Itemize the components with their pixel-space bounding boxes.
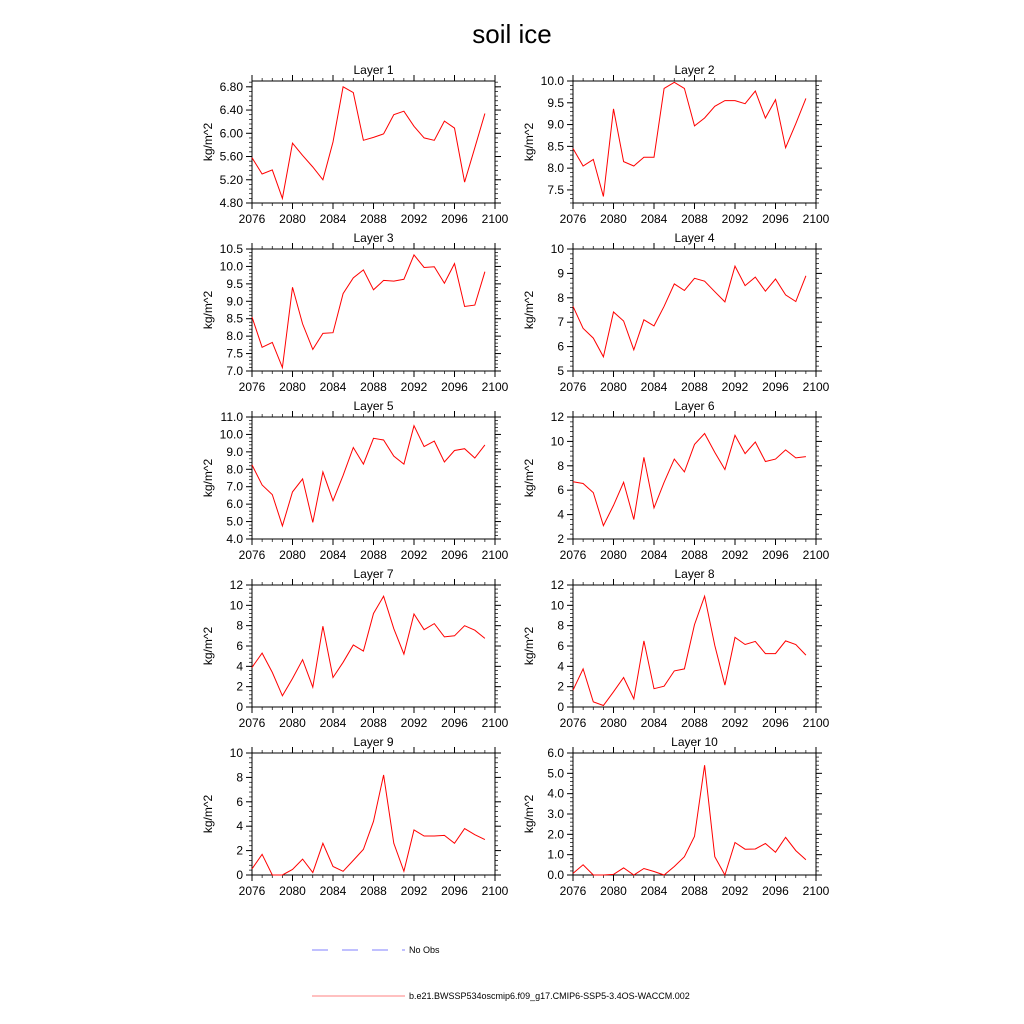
series-line-layer-9	[252, 775, 485, 875]
y-axis-label: kg/m^2	[201, 290, 215, 330]
x-tick-label: 2084	[640, 884, 668, 898]
panel-title: Layer 10	[671, 735, 718, 749]
y-tick-label: 2	[236, 679, 243, 694]
y-axis-label: kg/m^2	[522, 626, 536, 666]
y-tick-label: 6	[236, 639, 243, 653]
panel-layer-9	[201, 735, 509, 898]
panel-layer-4	[522, 231, 830, 394]
x-tick-label: 2080	[600, 884, 627, 898]
series-line-layer-7	[252, 596, 485, 696]
x-tick-label: 2080	[279, 716, 306, 730]
x-tick-label: 2100	[481, 380, 509, 394]
y-tick-label: 6	[557, 483, 564, 498]
series-line-layer-6	[573, 434, 806, 526]
y-tick-label: 4.0	[226, 532, 243, 546]
y-tick-label: 3.0	[547, 807, 564, 821]
y-tick-label: 5.0	[226, 514, 243, 529]
y-tick-label: 2.0	[547, 827, 564, 842]
series-line-layer-1	[252, 87, 485, 199]
x-tick-label: 2088	[360, 716, 387, 730]
x-tick-label: 2092	[721, 716, 749, 730]
y-tick-label: 5.0	[547, 766, 564, 781]
y-tick-label: 10.0	[219, 259, 243, 274]
x-tick-label: 2100	[481, 548, 509, 562]
y-tick-label: 4	[557, 507, 564, 522]
x-tick-label: 2092	[721, 884, 749, 898]
y-tick-label: 4	[557, 659, 564, 674]
plot-frame	[252, 753, 495, 875]
x-tick-label: 2084	[640, 380, 668, 394]
x-tick-label: 2100	[481, 716, 509, 730]
x-tick-label: 2080	[279, 548, 306, 562]
y-tick-label: 12	[550, 578, 564, 592]
x-tick-label: 2092	[400, 212, 428, 226]
y-tick-label: 10	[550, 434, 564, 449]
y-tick-label: 2	[236, 843, 243, 858]
x-tick-label: 2080	[600, 212, 627, 226]
x-tick-label: 2088	[360, 884, 387, 898]
panel-layer-5	[201, 399, 509, 562]
x-tick-label: 2100	[481, 212, 509, 226]
y-tick-label: 0	[236, 868, 243, 882]
y-tick-label: 8.5	[226, 311, 243, 326]
y-axis-label: kg/m^2	[522, 122, 536, 162]
y-tick-label: 6.80	[219, 79, 243, 94]
y-tick-label: 8	[557, 290, 564, 305]
plot-frame	[252, 585, 495, 707]
y-tick-label: 11.0	[220, 410, 243, 424]
series-line-layer-2	[573, 82, 806, 196]
panel-layer-1	[201, 63, 509, 226]
series-line-layer-4	[573, 266, 806, 357]
plot-frame	[252, 249, 495, 371]
y-axis-label: kg/m^2	[201, 794, 215, 834]
y-tick-label: 10.0	[219, 427, 243, 442]
y-axis-label: kg/m^2	[522, 794, 536, 834]
x-tick-label: 2092	[721, 212, 749, 226]
panel-layer-10	[522, 735, 830, 898]
x-tick-label: 2076	[559, 380, 587, 394]
y-tick-label: 7.0	[226, 364, 243, 378]
y-tick-label: 1.0	[547, 847, 564, 862]
y-tick-label: 7.5	[547, 182, 564, 197]
x-tick-label: 2080	[279, 380, 306, 394]
y-tick-label: 0	[236, 700, 243, 714]
panel-title: Layer 1	[353, 63, 394, 77]
panel-title: Layer 2	[674, 63, 715, 77]
x-tick-label: 2096	[441, 716, 468, 730]
y-tick-label: 10	[550, 242, 564, 256]
x-tick-label: 2076	[559, 716, 587, 730]
x-tick-label: 2100	[802, 380, 830, 394]
panel-title: Layer 3	[353, 231, 394, 245]
x-tick-label: 2092	[721, 548, 749, 562]
x-tick-label: 2088	[681, 548, 708, 562]
panel-title: Layer 6	[674, 399, 715, 413]
x-tick-label: 2096	[762, 380, 789, 394]
y-tick-label: 5.20	[219, 172, 243, 187]
x-tick-label: 2076	[559, 884, 587, 898]
plot-frame	[573, 417, 816, 539]
y-tick-label: 6.0	[226, 497, 243, 512]
x-tick-label: 2100	[802, 212, 830, 226]
y-tick-label: 12	[550, 410, 564, 424]
y-tick-label: 9	[557, 266, 564, 281]
y-axis-label: kg/m^2	[201, 458, 215, 498]
x-tick-label: 2088	[681, 716, 708, 730]
panel-layer-2	[522, 63, 830, 226]
panel-title: Layer 5	[353, 399, 394, 413]
y-tick-label: 7	[557, 315, 564, 330]
plot-frame	[573, 585, 816, 707]
x-tick-label: 2080	[600, 380, 627, 394]
x-tick-label: 2084	[319, 716, 347, 730]
legend-label-model: b.e21.BWSSP534oscmip6.f09_g17.CMIP6-SSP5-3.4OS-WACCM.002	[409, 991, 690, 1001]
y-tick-label: 4	[236, 819, 243, 834]
x-tick-label: 2076	[238, 884, 266, 898]
x-tick-label: 2096	[441, 884, 468, 898]
x-tick-label: 2096	[441, 380, 468, 394]
y-tick-label: 0	[557, 700, 564, 714]
panel-layer-3	[201, 231, 509, 394]
series-line-layer-8	[573, 596, 806, 705]
y-tick-label: 7.0	[226, 479, 243, 494]
x-tick-label: 2080	[600, 716, 627, 730]
y-tick-label: 9.5	[226, 276, 243, 291]
x-tick-label: 2076	[238, 380, 266, 394]
panel-title: Layer 9	[353, 735, 394, 749]
y-tick-label: 4.0	[547, 786, 564, 801]
y-tick-label: 2	[557, 679, 564, 694]
y-tick-label: 9.5	[547, 95, 564, 110]
x-tick-label: 2076	[238, 212, 266, 226]
x-tick-label: 2100	[481, 884, 509, 898]
plot-frame	[252, 81, 495, 203]
y-tick-label: 4.80	[219, 196, 243, 210]
x-tick-label: 2092	[721, 380, 749, 394]
y-tick-label: 12	[229, 578, 243, 592]
y-tick-label: 8.5	[547, 139, 564, 154]
y-tick-label: 10	[229, 746, 243, 760]
x-tick-label: 2088	[681, 212, 708, 226]
y-tick-label: 10.5	[219, 242, 243, 256]
x-tick-label: 2096	[762, 716, 789, 730]
y-axis-label: kg/m^2	[201, 122, 215, 162]
y-axis-label: kg/m^2	[522, 290, 536, 330]
x-tick-label: 2100	[802, 884, 830, 898]
y-axis-label: kg/m^2	[201, 626, 215, 666]
x-tick-label: 2084	[319, 380, 347, 394]
plot-frame	[573, 753, 816, 875]
y-tick-label: 2	[557, 532, 564, 546]
panel-layer-7	[201, 567, 509, 730]
x-tick-label: 2076	[238, 548, 266, 562]
y-tick-label: 8	[557, 618, 564, 633]
y-tick-label: 9.0	[547, 117, 564, 132]
y-tick-label: 4	[236, 659, 243, 674]
x-tick-label: 2096	[441, 548, 468, 562]
panel-layer-8	[522, 567, 830, 730]
y-tick-label: 8.0	[226, 462, 243, 477]
x-tick-label: 2092	[400, 884, 428, 898]
chart-title: soil ice	[472, 19, 552, 49]
x-tick-label: 2096	[762, 212, 789, 226]
y-tick-label: 8.0	[547, 161, 564, 176]
y-tick-label: 5.60	[219, 149, 243, 164]
x-tick-label: 2084	[640, 548, 668, 562]
y-tick-label: 8.0	[226, 329, 243, 344]
y-tick-label: 6.40	[219, 103, 243, 118]
y-tick-label: 6	[557, 339, 564, 354]
y-tick-label: 6.0	[547, 746, 564, 760]
x-tick-label: 2096	[441, 212, 468, 226]
plot-frame	[573, 249, 816, 371]
x-tick-label: 2084	[319, 548, 347, 562]
y-tick-label: 0.0	[547, 868, 564, 882]
x-tick-label: 2076	[559, 212, 587, 226]
x-tick-label: 2084	[640, 212, 668, 226]
y-tick-label: 10	[550, 598, 564, 613]
y-tick-label: 6	[236, 794, 243, 809]
y-axis-label: kg/m^2	[522, 458, 536, 498]
y-tick-label: 9.0	[226, 294, 243, 309]
x-tick-label: 2088	[360, 548, 387, 562]
x-tick-label: 2084	[319, 212, 347, 226]
x-tick-label: 2080	[279, 884, 306, 898]
panel-title: Layer 7	[353, 567, 394, 581]
panel-title: Layer 8	[674, 567, 715, 581]
plot-frame	[252, 417, 495, 539]
x-tick-label: 2092	[400, 548, 428, 562]
panel-layer-6	[522, 399, 830, 562]
series-line-layer-10	[573, 765, 806, 875]
y-tick-label: 8	[236, 770, 243, 785]
y-tick-label: 9.0	[226, 444, 243, 459]
x-tick-label: 2088	[360, 212, 387, 226]
x-tick-label: 2100	[802, 716, 830, 730]
series-line-layer-3	[252, 255, 485, 368]
y-tick-label: 10	[229, 598, 243, 613]
x-tick-label: 2076	[559, 548, 587, 562]
x-tick-label: 2088	[681, 884, 708, 898]
x-tick-label: 2088	[681, 380, 708, 394]
x-tick-label: 2076	[238, 716, 266, 730]
x-tick-label: 2096	[762, 884, 789, 898]
series-line-layer-5	[252, 426, 485, 526]
y-tick-label: 8	[236, 618, 243, 633]
x-tick-label: 2084	[319, 884, 347, 898]
x-tick-label: 2092	[400, 716, 428, 730]
panels	[201, 63, 830, 898]
panel-title: Layer 4	[674, 231, 715, 245]
legend	[312, 945, 690, 1001]
y-tick-label: 8	[557, 458, 564, 473]
y-tick-label: 6.00	[219, 126, 243, 141]
x-tick-label: 2088	[360, 380, 387, 394]
y-tick-label: 6	[557, 639, 564, 653]
x-tick-label: 2080	[600, 548, 627, 562]
y-tick-label: 5	[557, 364, 564, 378]
x-tick-label: 2080	[279, 212, 306, 226]
x-tick-label: 2100	[802, 548, 830, 562]
x-tick-label: 2092	[400, 380, 428, 394]
y-tick-label: 7.5	[226, 346, 243, 361]
x-tick-label: 2096	[762, 548, 789, 562]
legend-label-no-obs: No Obs	[409, 945, 440, 955]
y-tick-label: 10.0	[540, 74, 564, 88]
x-tick-label: 2084	[640, 716, 668, 730]
